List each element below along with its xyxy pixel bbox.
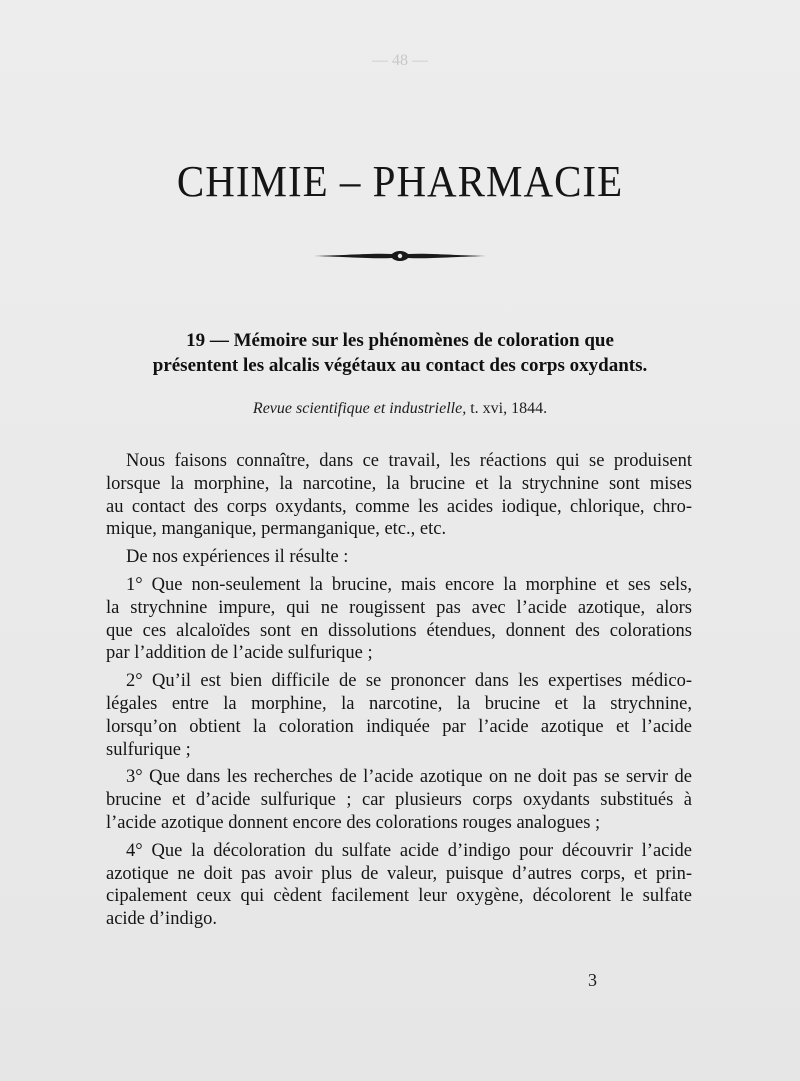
- article-body: [106, 450, 692, 931]
- text-line: que ces alcaloïdes sont en dissolutions étendues, donnent des colorations: [106, 620, 692, 641]
- text-line: sulfurique ;: [106, 739, 191, 760]
- article-title-line: présentent les alcalis végétaux au contact des corps oxydants.: [152, 355, 648, 376]
- paragraph-result: [106, 546, 692, 569]
- article-title: [100, 328, 700, 378]
- text-line: l’acide azotique donnent encore des colorations rouges analogues ;: [106, 812, 601, 833]
- paragraph-point-2: [106, 670, 692, 761]
- paragraph-point-4: [106, 840, 692, 931]
- text-line: par l’addition de l’acide sulfurique ;: [106, 643, 373, 664]
- text-line: Nous faisons connaître, dans ce travail, les réactions qui se produisent: [126, 451, 692, 471]
- text-line: lorsqu’on obtient la coloration indiquée par l’acide azotique et l’acide: [106, 716, 692, 737]
- section-title: CHIMIE – PHARMACIE: [176, 156, 624, 206]
- text-line: 3° Que dans les recherches de l’acide azotique on ne doit pas se servir de: [126, 767, 692, 788]
- text-line: légales entre la morphine, la narcotine, la brucine et la strychnine,: [106, 693, 692, 714]
- page-number: 3: [588, 970, 597, 990]
- text-line: 1° Que non-seulement la brucine, mais encore la morphine et ses sels,: [126, 574, 692, 595]
- text-line: De nos expériences il résulte :: [126, 547, 349, 568]
- text-line: lorsque la morphine, la narcotine, la brucine et la strychnine sont mises: [106, 473, 692, 494]
- paragraph-point-3: [106, 766, 692, 834]
- text-line: 4° Que la décoloration du sulfate acide d’indigo pour découvrir l’acide: [126, 840, 692, 861]
- ornament-divider-icon: [312, 244, 488, 268]
- text-line: acide d’indigo.: [106, 909, 217, 930]
- paragraph-point-1: [106, 574, 692, 665]
- text-line: azotique ne doit pas avoir plus de valeur, puisque d’autres corps, et prin-: [106, 863, 692, 884]
- article-title-line: 19 — Mémoire sur les phénomènes de coloration que: [186, 330, 614, 351]
- text-line: 2° Qu’il est bien difficile de se prononcer dans les expertises médico-: [126, 671, 692, 692]
- text-line: mique, manganique, permanganique, etc., etc.: [106, 519, 447, 540]
- faded-top-page-number: — 48 —: [372, 52, 428, 69]
- text-line: la strychnine impure, qui ne rougissent pas avec l’acide azotique, alors: [106, 597, 692, 618]
- paragraph-intro: [106, 450, 692, 541]
- text-line: cipalement ceux qui cèdent facilement leur oxygène, décolorent le sulfate: [106, 886, 692, 907]
- source-journal: Revue scientifique et industrielle,: [252, 400, 467, 417]
- text-line: brucine et d’acide sulfurique ; car plusieurs corps oxydants substitués à: [106, 790, 692, 811]
- source-volume-year: t. xvi, 1844.: [466, 400, 548, 417]
- text-line: au contact des corps oxydants, comme les acides iodique, chlorique, chro-: [106, 496, 692, 517]
- source-citation: [0, 400, 800, 418]
